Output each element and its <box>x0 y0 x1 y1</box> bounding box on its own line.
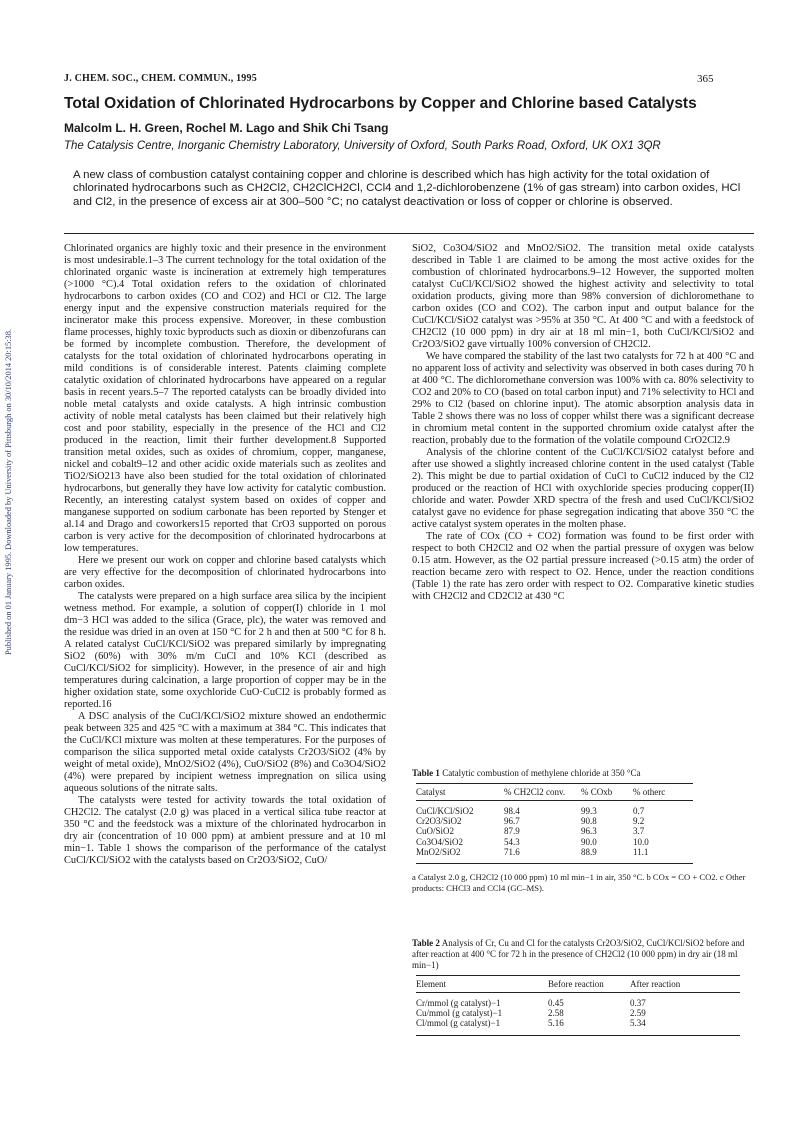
paragraph: A DSC analysis of the CuCl/KCl/SiO2 mixture showed an endothermic peak between 325 and 425 °C with a maximum at 384 °C. This indicates that the CuCl/KCl mixture was molten at these temperatures. For the purposes of comparison the silica supported metal oxide catalysts Cr2O3/SiO2 (4% by weight of metal oxide), MnO2/SiO2 (4%), CuO/SiO2 (8%) and Co3O4/SiO2 (4%) were prepared by incipient wetness impregnation on silica using aqueous solutions of the nitrate salts. <box>64 711 386 794</box>
table-cell: 5.34 <box>630 1018 740 1035</box>
table-cell: Cu/mmol (g catalyst)−1 <box>416 1008 503 1019</box>
table-cell: Co3O4/SiO2 <box>416 836 464 847</box>
table-cell: CuO/SiO2 <box>416 826 455 837</box>
table-row <box>416 847 693 864</box>
table-row <box>416 1018 740 1035</box>
table-2 <box>412 938 752 1036</box>
table-row <box>416 826 693 836</box>
table-1-caption <box>412 768 752 779</box>
article-title: Total Oxidation of Chlorinated Hydrocarbons by Copper and Chlorine based Catalysts <box>64 95 697 112</box>
table-header-row <box>416 784 693 801</box>
table-cell: 87.9 <box>504 826 520 837</box>
article-abstract: A new class of combustion catalyst containing copper and chlorine is described which has high activity for the total oxidation of chlorinated hydrocarbons such as CH2Cl2, CH2ClCH2Cl, CCl4 and 1,2-dichlorobenzene (1% of gas stream) into carbon oxides, HCl and Cl2, in the presence of excess air at 300–500 °C; no catalyst deactivation or loss of copper or chlorine is observed. <box>73 169 741 208</box>
table-2-caption <box>412 938 752 971</box>
table-cell: MnO2/SiO2 <box>416 847 504 864</box>
table-cell: 0.45 <box>548 998 564 1008</box>
table-cell: 96.7 <box>504 816 520 827</box>
table-cell: 2.59 <box>630 1008 646 1019</box>
table-cell: CuCl/KCl/SiO2 <box>416 806 474 816</box>
table-cell: 3.7 <box>633 826 645 837</box>
table-row <box>416 816 693 826</box>
article-affiliation: The Catalysis Centre, Inorganic Chemistry Laboratory, University of Oxford, South Parks Road, Oxford, UK OX1 3QR <box>64 140 661 152</box>
table-cell: 9.2 <box>633 816 645 827</box>
table-cell: 11.1 <box>633 847 693 864</box>
column-header: Element <box>416 976 548 993</box>
article-authors: Malcolm L. H. Green, Rochel M. Lago and Shik Chi Tsang <box>64 121 389 135</box>
table-1-footnote: a Catalyst 2.0 g, CH2Cl2 (10 000 ppm) 10 ml min−1 in air, 350 °C. b COx = CO + CO2. c Other products: CHCl3 and CCl4 (GC–MS). <box>412 872 746 894</box>
table-cell: 98.4 <box>504 806 520 816</box>
table-cell: 88.9 <box>581 847 633 864</box>
table-cell: Cr2O3/SiO2 <box>416 816 462 827</box>
table-2-label: Table 2 <box>412 938 440 948</box>
table-row <box>416 1008 740 1018</box>
table-cell: 71.6 <box>504 847 581 864</box>
paragraph: We have compared the stability of the last two catalysts for 72 h at 400 °C and no apparent loss of activity and selectivity was observed in both cases during 70 h at 400 °C. The dichloromethane conversion was 100% with ca. 80% selectivity to CO2 and 20% to CO (based on total carbon input) and 71% selectivity to HCl and 29% to Cl2 (based on chlorine input). The atomic absorption analysis data in Table 2 shows there was no loss of copper whilst there was a significant decrease in chromium metal content in the supported chromium oxide catalyst after the reaction, probably due to the formation of the volatile compound CrO2Cl2.9 <box>412 351 754 446</box>
column-header: % CH2Cl2 conv. <box>504 784 581 801</box>
table-cell: 90.0 <box>581 836 597 847</box>
paragraph: The rate of COx (CO + CO2) formation was found to be first order with respect to both CH2Cl2 and O2 when the partial pressure of oxygen was below 0.15 atm. However, as the O2 partial pressure increased (>0.15 atm) the order of reaction became zero with respect to O2. Hence, under the reaction conditions (Table 1) the rate has zero order with respect to O2. Comparative kinetic studies with CH2Cl2 and CD2Cl2 at 430 °C <box>412 531 754 602</box>
table-cell: Cl/mmol (g catalyst)−1 <box>416 1018 548 1035</box>
table-row <box>416 993 740 1009</box>
paragraph: The catalysts were prepared on a high surface area silica by the incipient wetness method. For example, a solution of copper(I) chloride in 1 mol dm−3 HCl was added to the silica (Grace, plc), the water was removed and the residue was dried in an oven at 150 °C for 2 h and then at 500 °C for 8 h. A related catalyst CuCl/KCl/SiO2 was prepared similarly by impregnating SiO2 (60%) with 30% m/m CuCl and 10% KCl (described as CuCl/KCl/SiO2 for simplicity). However, in the presence of air and high temperatures during calcination, a large proportion of copper may be in the higher oxidation state, some oxychloride CuO·CuCl2 is probably formed as reported.16 <box>64 591 386 710</box>
download-watermark-text: Published on 01 January 1995. Downloaded by University of Pittsburgh on 30/10/2014 20:15:38. <box>4 329 13 655</box>
column-header: % otherc <box>633 784 693 801</box>
table-cell: 54.3 <box>504 836 520 847</box>
table-cell: 99.3 <box>581 806 597 816</box>
paragraph: The catalysts were tested for activity towards the total oxidation of CH2Cl2. The catalyst (2.0 g) was placed in a vertical silica tube reactor at 350 °C and the feedstock was a mixture of the chlorinated hydrocarbon in dry air (concentration of 10 000 ppm) at ambient pressure and at 10 ml min−1. Table 1 shows the comparison of the performance of the catalyst CuCl/KCl/SiO2 with the catalysts based on Cr2O3/SiO2, CuO/ <box>64 795 386 866</box>
table-row <box>416 801 693 817</box>
column-header: % COxb <box>581 784 633 801</box>
table-2-grid <box>416 975 740 1036</box>
table-cell: 0.7 <box>633 806 645 816</box>
table-2-caption-text: Analysis of Cr, Cu and Cl for the catalysts Cr2O3/SiO2, CuCl/KCl/SiO2 before and after reaction at 400 °C for 72 h in the presence of CH2Cl2 (10 000 ppm) in dry air (18 ml min−1) <box>412 938 745 970</box>
body-column-left <box>64 243 386 867</box>
table-cell: 0.37 <box>630 998 646 1008</box>
paragraph: Analysis of the chlorine content of the CuCl/KCl/SiO2 catalyst before and after use showed a slightly increased chlorine content in the used catalyst (Table 2). This might be due to partial oxidation of CuCl to CuCl2 induced by the Cl2 produced or the reaction of HCl with oxychloride species producing copper(II) chloride and water. Powder XRD spectra of the fresh and used CuCl/KCl/SiO2 catalyst gave no evidence for phase segregation indicating that above 350 °C the active catalyst system operates in the molten phase. <box>412 447 754 530</box>
column-header: Catalyst <box>416 784 504 801</box>
table-cell: 2.58 <box>548 1008 564 1019</box>
table-cell: 10.0 <box>633 836 649 847</box>
table-row <box>416 837 693 847</box>
table-cell: 96.3 <box>581 826 597 837</box>
table-cell: 90.8 <box>581 816 597 827</box>
download-watermark <box>4 329 16 667</box>
abstract-divider <box>64 233 754 234</box>
table-1 <box>412 768 752 894</box>
column-header: Before reaction <box>548 976 630 993</box>
table-1-grid <box>416 783 693 864</box>
paragraph: SiO2, Co3O4/SiO2 and MnO2/SiO2. The transition metal oxide catalysts described in Table 1 are claimed to be among the most active oxides for the combustion of chlorinated hydrocarbons.9–12 However, the supported molten catalyst CuCl/KCl/SiO2 showed the highest activity and selectivity to total oxidation products, giving more than 98% conversion of dichloromethane to carbon oxides (CO and CO2). The carbon input and output balance for the CuCl/KCl/SiO2 catalyst was >95% at 350 °C. At 400 °C and with a feedstock of CH2Cl2 (10 000 ppm) in dry air at 18 ml min−1, both CuCl/KCl/SiO2 and Cr2O3/SiO2 gave virtually 100% conversion of CH2Cl2. <box>412 243 754 350</box>
page-number: 365 <box>697 73 714 85</box>
journal-header: J. CHEM. SOC., CHEM. COMMUN., 1995 <box>64 73 257 84</box>
paragraph: Chlorinated organics are highly toxic and their presence in the environment is most undesirable.1–3 The current technology for the total oxidation of the chlorinated organic waste is incineration at extremely high temperatures (>1000 °C).4 Total oxidation refers to the oxidation of chlorinated hydrocarbons to carbon oxides (CO and CO2) and HCl or Cl2. The large energy input and the expensive construction materials required for the incinerator make this process expensive. Moreover, in these combustion flame processes, highly toxic byproducts such as dioxin or dibenzofurans can be formed by incomplete combustion. Therefore, the development of catalysts for the total oxidation of chlorinated hydrocarbons operating in mild conditions is of considerable interest. Patents claiming complete catalytic oxidation of chlorinated hydrocarbons have appeared on a regular basis in recent years.5–7 The reported catalysts can be broadly divided into noble metal catalysts and oxide catalysts. A high intrinsic combustion activity of noble metal catalysts has been claimed but their relatively high cost and poor stability, especially in the presence of the HCl and Cl2 produced in the reaction, limit their further development.8 Supported transition metal oxides, such as oxides of chromium, copper, manganese, nickel and cobalt9–12 and other acidic oxide materials such as zeolites and TiO2/SiO213 have also been studied for the total oxidation of chlorinated hydrocarbons, but generally they have low activity for catalytic combustion. Recently, an interesting catalyst system based on oxides of copper and manganese supported on sodium carbonate has been reported by Stenger et al.14 and Drago and coworkers15 reported that CrO3 supported on porous carbon is very active for the decomposition of chlorinated hydrocarbons at low temperatures. <box>64 243 386 554</box>
column-header: After reaction <box>630 976 740 993</box>
table-cell: Cr/mmol (g catalyst)−1 <box>416 998 501 1008</box>
table-1-caption-text: Catalytic combustion of methylene chloride at 350 °Ca <box>442 768 641 778</box>
table-cell: 5.16 <box>548 1018 630 1035</box>
paragraph: Here we present our work on copper and chlorine based catalysts which are very effective for the decomposition of chlorinated hydrocarbons into carbon oxides. <box>64 555 386 590</box>
table-1-label: Table 1 <box>412 768 440 778</box>
table-header-row <box>416 976 740 993</box>
body-column-right <box>412 243 754 603</box>
